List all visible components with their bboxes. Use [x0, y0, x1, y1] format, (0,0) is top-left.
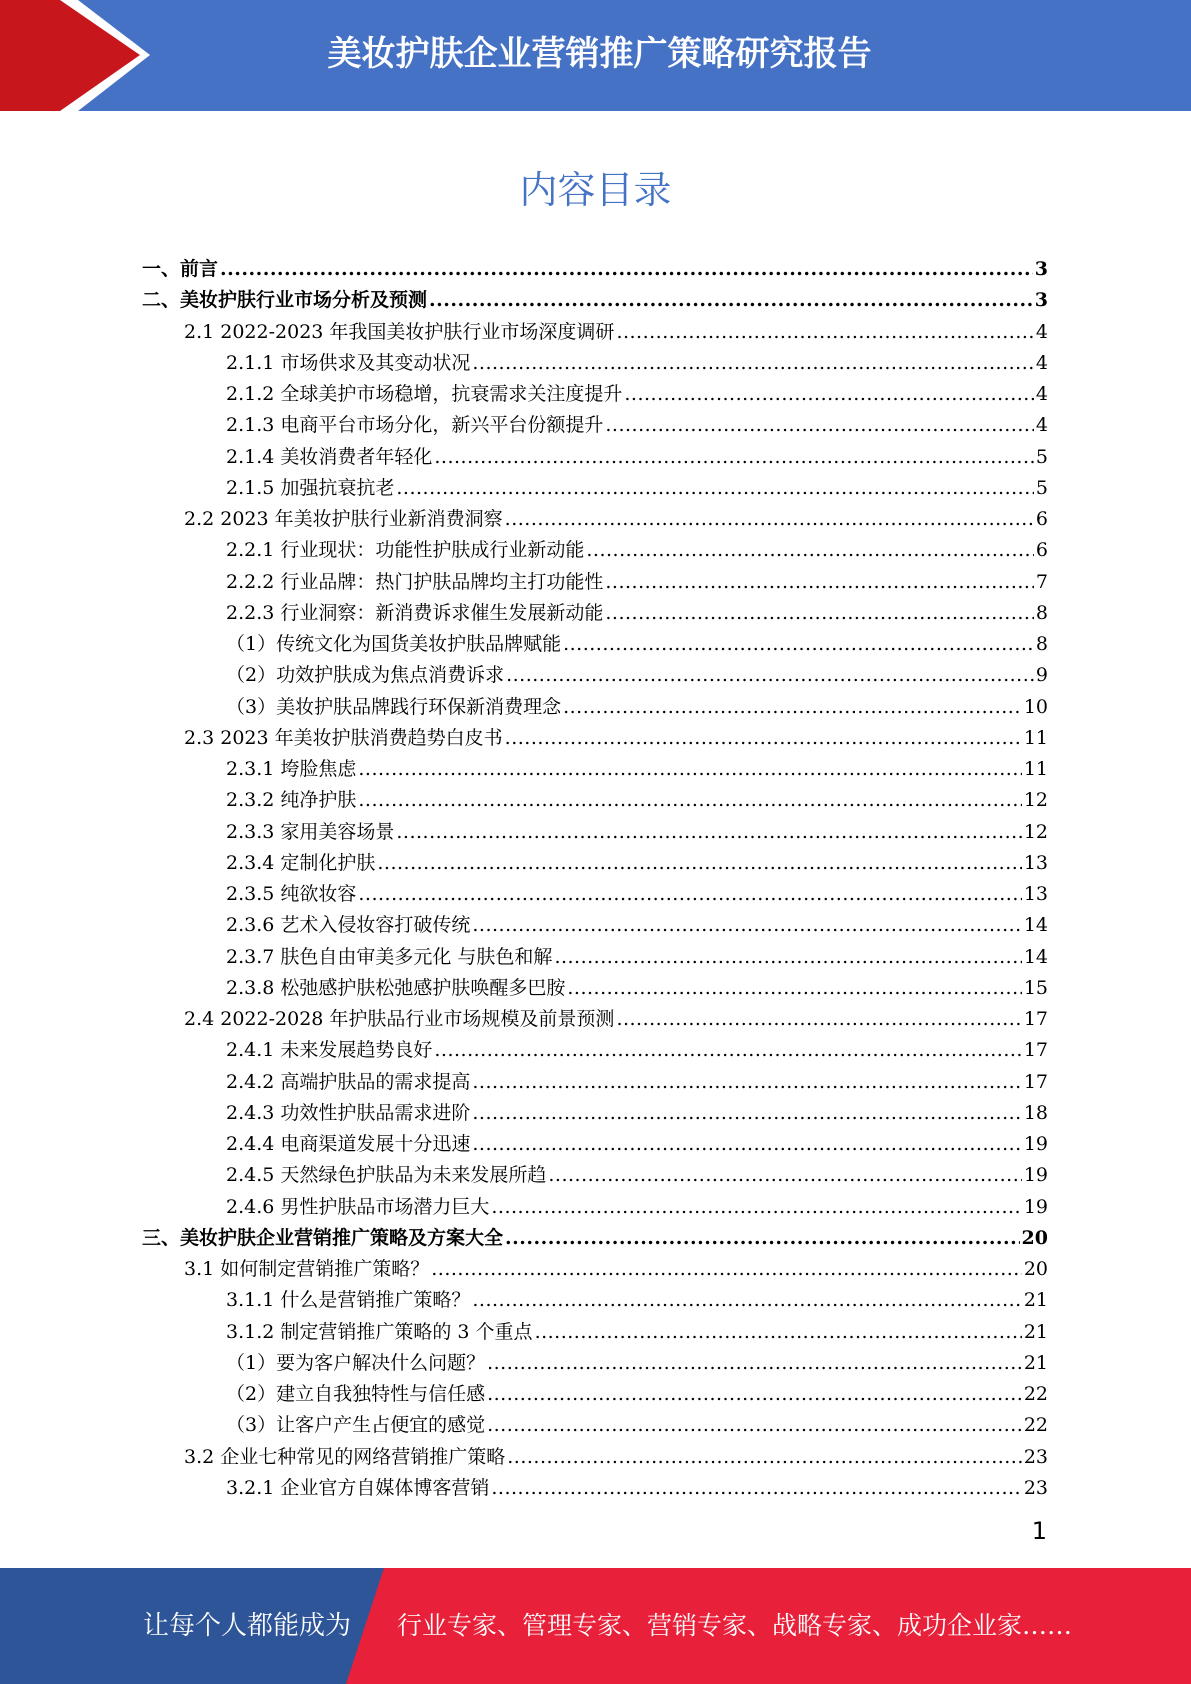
- toc-entry[interactable]: [142, 1442, 1048, 1473]
- toc-dot-leader: [220, 258, 1033, 280]
- toc-dot-leader: [605, 414, 1034, 436]
- toc-entry[interactable]: [142, 973, 1048, 1004]
- toc-entry[interactable]: [142, 473, 1048, 504]
- toc-dot-leader: [563, 633, 1034, 655]
- toc-dot-leader: [472, 352, 1034, 374]
- toc-dot-leader: [554, 946, 1021, 968]
- toc-dot-leader: [605, 571, 1034, 593]
- toc-dot-leader: [434, 1039, 1021, 1061]
- page-header: [0, 0, 1191, 111]
- toc-entry-label: 2.1.2 全球美护市场稳增，抗衰需求关注度提升: [226, 383, 623, 405]
- toc-entry[interactable]: [142, 348, 1048, 379]
- toc-entry[interactable]: [142, 1067, 1048, 1098]
- toc-entry-label: （2）功效护肤成为焦点消费诉求: [226, 664, 505, 687]
- toc-dot-leader: [358, 758, 1021, 780]
- toc-dot-leader: [491, 1477, 1021, 1499]
- toc-entry-label: 2.3.2 纯净护肤: [226, 789, 357, 812]
- toc-entry-label: 2.2.3 行业洞察：新消费诉求催生发展新动能: [226, 601, 604, 624]
- toc-entry[interactable]: [142, 1098, 1048, 1129]
- toc-entry-page: 13: [1023, 851, 1048, 874]
- toc-entry-label: （3）让客户产生占便宜的感觉: [226, 1414, 486, 1437]
- toc-dot-leader: [616, 321, 1033, 343]
- toc-entry-page: 12: [1023, 820, 1048, 843]
- toc-entry[interactable]: [142, 410, 1048, 441]
- toc-entry-label: 3.2 企业七种常见的网络营销推广策略: [184, 1445, 506, 1468]
- toc-dot-leader: [377, 852, 1021, 874]
- toc-entry-page: 22: [1023, 1414, 1048, 1437]
- toc-entry[interactable]: [142, 1317, 1048, 1348]
- toc-dot-leader: [535, 1321, 1022, 1343]
- toc-entry-label: 3.1 如何制定营销推广策略？: [184, 1258, 430, 1280]
- toc-entry-page: 6: [1035, 539, 1048, 562]
- toc-entry-label: 2.4.2 高端护肤品的需求提高: [226, 1070, 471, 1093]
- toc-entry[interactable]: [142, 1285, 1048, 1316]
- footer-slogan-left: 让每个人都能成为: [143, 1611, 352, 1641]
- toc-entry-label: 2.2.2 行业品牌：热门护肤品牌均主打功能性: [226, 570, 604, 593]
- toc-entry-label: 2.3.8 松弛感护肤松弛感护肤唤醒多巴胺: [226, 976, 566, 999]
- toc-dot-leader: [491, 1196, 1021, 1218]
- toc-entry[interactable]: [142, 879, 1048, 910]
- toc-entry-page: 5: [1035, 445, 1048, 468]
- toc-dot-leader: [472, 1133, 1021, 1155]
- toc-dot-leader: [396, 477, 1034, 499]
- toc-dot-leader: [567, 977, 1021, 999]
- toc-entry-page: 17: [1023, 1070, 1048, 1093]
- toc-entry-page: 14: [1023, 914, 1048, 937]
- toc-entry-page: 11: [1023, 758, 1048, 780]
- toc-entry[interactable]: [142, 567, 1048, 598]
- toc-entry-page: 23: [1023, 1476, 1048, 1499]
- toc-dot-leader: [624, 383, 1034, 405]
- toc-entry[interactable]: [142, 942, 1048, 973]
- toc-entry-page: 13: [1023, 883, 1048, 905]
- toc-entry-label: （1）要为客户解决什么问题？: [226, 1351, 486, 1374]
- toc-entry-page: 7: [1035, 570, 1048, 593]
- toc-entry-label: 2.1.5 加强抗衰抗老: [226, 476, 395, 499]
- toc-entry[interactable]: [142, 285, 1048, 316]
- toc-entry-page: 14: [1023, 945, 1048, 968]
- toc-entry-page: 4: [1035, 320, 1048, 343]
- toc-entry[interactable]: [142, 723, 1048, 754]
- toc-entry-label: 2.3.4 定制化护肤: [226, 851, 376, 874]
- toc-entry-label: 2.3.7 肤色自由审美多元化 与肤色和解: [226, 945, 553, 968]
- toc-dot-leader: [429, 289, 1033, 311]
- toc-entry[interactable]: [142, 598, 1048, 629]
- toc-entry-page: 19: [1023, 1195, 1048, 1218]
- toc-dot-leader: [358, 789, 1021, 811]
- toc-dot-leader: [616, 1008, 1021, 1030]
- toc-entry-label: 2.3.6 艺术入侵妆容打破传统: [226, 914, 471, 937]
- toc-entry[interactable]: [142, 1348, 1048, 1379]
- toc-entry-page: 19: [1023, 1133, 1048, 1155]
- toc-entry[interactable]: [142, 848, 1048, 879]
- toc-entry-label: 2.1.3 电商平台市场分化，新兴平台份额提升: [226, 414, 604, 437]
- toc-entry-page: 8: [1035, 601, 1048, 624]
- toc-entry-label: 2.4.1 未来发展趋势良好: [226, 1039, 433, 1062]
- toc-entry-label: 2.3.3 家用美容场景: [226, 820, 395, 843]
- toc-entry[interactable]: [142, 1035, 1048, 1066]
- toc-entry-label: 2.1.4 美妆消费者年轻化: [226, 445, 433, 468]
- toc-entry[interactable]: [142, 629, 1048, 660]
- toc-entry-label: 2.2.1 行业现状：功能性护肤成行业新动能: [226, 539, 585, 562]
- toc-dot-leader: [506, 664, 1034, 686]
- toc-entry[interactable]: [142, 1004, 1048, 1035]
- toc-entry-page: 3: [1034, 258, 1048, 280]
- toc-entry[interactable]: [142, 692, 1048, 723]
- toc-entry-page: 12: [1023, 789, 1048, 812]
- toc-entry-page: 22: [1023, 1383, 1048, 1405]
- toc-entry[interactable]: [142, 817, 1048, 848]
- toc-title: 内容目录: [519, 168, 672, 212]
- toc-entry-label: 2.4.6 男性护肤品市场潜力巨大: [226, 1195, 490, 1218]
- toc-dot-leader: [472, 1289, 1021, 1311]
- toc-entry-page: 11: [1023, 726, 1048, 749]
- toc-dot-leader: [505, 1227, 1020, 1249]
- toc-entry-label: （1）传统文化为国货美妆护肤品牌赋能: [226, 633, 562, 655]
- toc-entry-page: 3: [1034, 289, 1048, 312]
- toc-entry[interactable]: [142, 785, 1048, 816]
- toc-entry[interactable]: [142, 1379, 1048, 1410]
- toc-dot-leader: [487, 1352, 1022, 1374]
- toc-dot-leader: [505, 727, 1022, 749]
- toc-entry-label: 二、美妆护肤行业市场分析及预测: [142, 289, 428, 312]
- toc-entry-label: 3.2.1 企业官方自媒体博客营销: [226, 1476, 490, 1499]
- toc-entry-label: 2.4.4 电商渠道发展十分迅速: [226, 1133, 471, 1155]
- toc-entry-page: 20: [1021, 1226, 1048, 1249]
- toc-dot-leader: [358, 883, 1021, 905]
- toc-entry[interactable]: [142, 1473, 1048, 1504]
- toc-dot-leader: [507, 1446, 1022, 1468]
- toc-entry[interactable]: [142, 660, 1048, 691]
- toc-dot-leader: [586, 539, 1034, 561]
- toc-entry[interactable]: [142, 379, 1048, 410]
- toc-dot-leader: [548, 1164, 1021, 1186]
- toc-entry-label: 2.2 2023 年美妆护肤行业新消费洞察: [184, 508, 503, 530]
- page-number: 1: [1031, 1517, 1047, 1545]
- toc-entry[interactable]: [142, 1160, 1048, 1191]
- toc-dot-leader: [472, 1102, 1021, 1124]
- toc-entry-page: 8: [1035, 633, 1048, 655]
- toc-entry-page: 17: [1023, 1008, 1048, 1030]
- toc-entry-label: 2.4.5 天然绿色护肤品为未来发展所趋: [226, 1164, 547, 1187]
- toc-entry-page: 21: [1023, 1320, 1048, 1343]
- toc-entry[interactable]: [142, 1129, 1048, 1160]
- table-of-contents: [142, 254, 1048, 1504]
- toc-entry[interactable]: [142, 754, 1048, 785]
- toc-entry-label: 2.4 2022-2028 年护肤品行业市场规模及前景预测: [184, 1008, 615, 1030]
- toc-dot-leader: [505, 508, 1034, 530]
- toc-entry[interactable]: [142, 317, 1048, 348]
- toc-entry-label: 2.4.3 功效性护肤品需求进阶: [226, 1101, 471, 1124]
- toc-dot-leader: [396, 821, 1021, 843]
- toc-entry[interactable]: [142, 1410, 1048, 1441]
- toc-entry-page: 4: [1035, 414, 1048, 437]
- toc-dot-leader: [472, 1071, 1021, 1093]
- toc-entry-label: 3.1.1 什么是营销推广策略？: [226, 1289, 471, 1312]
- toc-dot-leader: [487, 1414, 1022, 1436]
- toc-entry-page: 6: [1035, 508, 1048, 530]
- toc-dot-leader: [431, 1258, 1022, 1280]
- toc-entry-page: 17: [1023, 1039, 1048, 1062]
- toc-entry[interactable]: [142, 1254, 1048, 1285]
- toc-entry[interactable]: [142, 910, 1048, 941]
- toc-entry-page: 9: [1035, 664, 1048, 687]
- toc-entry-page: 5: [1035, 476, 1048, 499]
- page-footer: [0, 1568, 1191, 1684]
- toc-entry-page: 10: [1023, 695, 1048, 718]
- toc-entry-page: 21: [1023, 1289, 1048, 1312]
- toc-entry-label: 2.1 2022-2023 年我国美妆护肤行业市场深度调研: [184, 320, 615, 343]
- toc-entry-label: 三、美妆护肤企业营销推广策略及方案大全: [142, 1226, 504, 1249]
- toc-dot-leader: [605, 602, 1034, 624]
- toc-entry-label: 一、前言: [142, 258, 219, 280]
- header-title: 美妆护肤企业营销推广策略研究报告: [327, 34, 872, 74]
- toc-entry[interactable]: [142, 1223, 1048, 1254]
- toc-entry[interactable]: [142, 442, 1048, 473]
- toc-dot-leader: [487, 1383, 1022, 1405]
- toc-dot-leader: [472, 914, 1021, 936]
- toc-entry-page: 15: [1023, 976, 1048, 999]
- toc-entry-label: 2.1.1 市场供求及其变动状况: [226, 351, 471, 374]
- toc-entry[interactable]: [142, 1192, 1048, 1223]
- toc-entry-label: 3.1.2 制定营销推广策略的 3 个重点: [226, 1320, 533, 1343]
- toc-entry-page: 23: [1023, 1445, 1048, 1468]
- toc-entry-label: 2.3 2023 年美妆护肤消费趋势白皮书: [184, 726, 503, 749]
- toc-entry-page: 19: [1023, 1164, 1048, 1187]
- toc-entry-label: 2.3.5 纯欲妆容: [226, 883, 357, 905]
- toc-entry-label: 2.3.1 垮脸焦虑: [226, 758, 357, 780]
- toc-entry[interactable]: [142, 504, 1048, 535]
- toc-entry-page: 4: [1035, 351, 1048, 374]
- toc-entry-page: 18: [1023, 1101, 1048, 1124]
- toc-dot-leader: [434, 446, 1034, 468]
- toc-entry[interactable]: [142, 535, 1048, 566]
- toc-entry-page: 21: [1023, 1351, 1048, 1374]
- toc-entry-page: 4: [1035, 383, 1048, 405]
- toc-entry-page: 20: [1023, 1258, 1048, 1280]
- toc-entry[interactable]: [142, 254, 1048, 285]
- footer-slogan-right: 行业专家、管理专家、营销专家、战略专家、成功企业家……: [397, 1611, 1073, 1640]
- toc-dot-leader: [563, 696, 1022, 718]
- toc-entry-label: （3）美妆护肤品牌践行环保新消费理念: [226, 695, 562, 718]
- toc-entry-label: （2）建立自我独特性与信任感: [226, 1383, 486, 1405]
